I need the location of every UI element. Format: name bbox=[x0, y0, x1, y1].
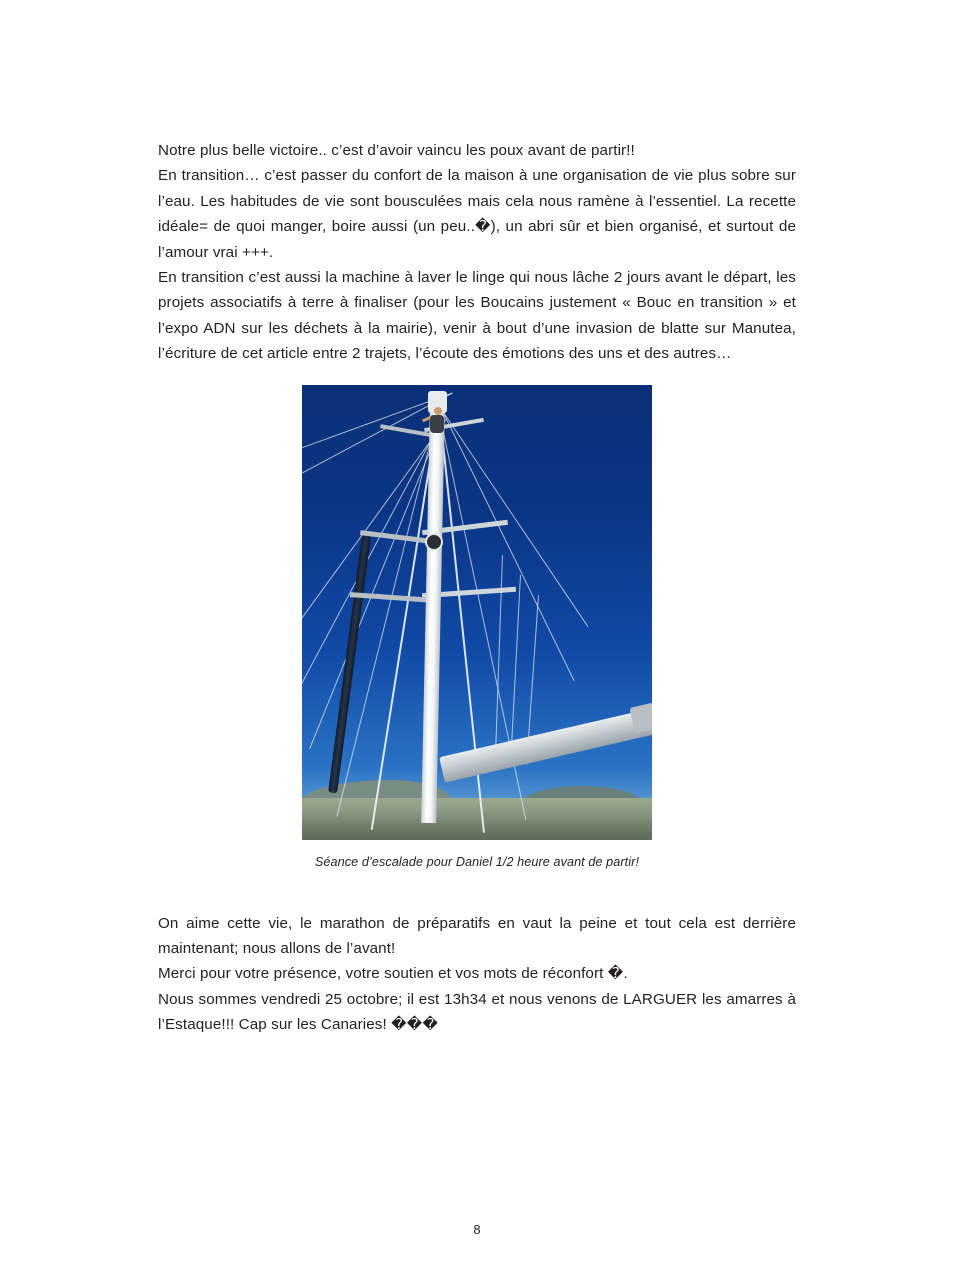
mast-block-pulley bbox=[425, 533, 443, 551]
page-number: 8 bbox=[473, 1222, 481, 1237]
climber-body bbox=[430, 415, 444, 433]
page-content bbox=[158, 138, 796, 1038]
shoreline bbox=[302, 798, 652, 840]
paragraph-2: En transition… c’est passer du confort de la maison à une organisation de vie plus sobre sur l’eau. Les habitudes de vie sont bousculées mais cela nous ramène à l’essentiel. La recette idéale= de quoi manger, boire aussi (un peu..�), un abri sûr et bien organisé, et surtout de l’amour vrai +++. bbox=[158, 167, 796, 261]
paragraph-5: Merci pour votre présence, votre soutien et vos mots de réconfort �. bbox=[158, 965, 628, 983]
paragraph-6: Nous sommes vendredi 25 octobre; il est 13h34 et nous venons de LARGUER les amarres à l’Estaque!!! Cap sur les Canaries! ��� bbox=[158, 990, 796, 1034]
after-figure-text bbox=[158, 911, 796, 1038]
paragraph-4: On aime cette vie, le marathon de préparatifs en vaut la peine et tout cela est derrière maintenant; nous allons de l’avant! bbox=[158, 914, 796, 958]
paragraph-1: Notre plus belle victoire.. c’est d’avoir vaincu les poux avant de partir!! bbox=[158, 142, 635, 159]
figure-caption: Séance d’escalade pour Daniel 1/2 heure avant de partir! bbox=[314, 854, 640, 869]
climber-head bbox=[434, 407, 442, 415]
figure bbox=[158, 385, 796, 869]
sailboat-mast-photo bbox=[302, 385, 652, 840]
climber-person bbox=[422, 407, 452, 441]
paragraph-3: En transition c’est aussi la machine à laver le linge qui nous lâche 2 jours avant le départ, les projets associatifs à terre à finaliser (pour les Boucains justement « Bouc en transition » et l’expo ADN sur les déchets à la mairie), venir à bout d’une invasion de blatte sur Manutea, l’écriture de cet article entre 2 trajets, l’écoute des émotions des uns et des autres… bbox=[158, 269, 796, 363]
